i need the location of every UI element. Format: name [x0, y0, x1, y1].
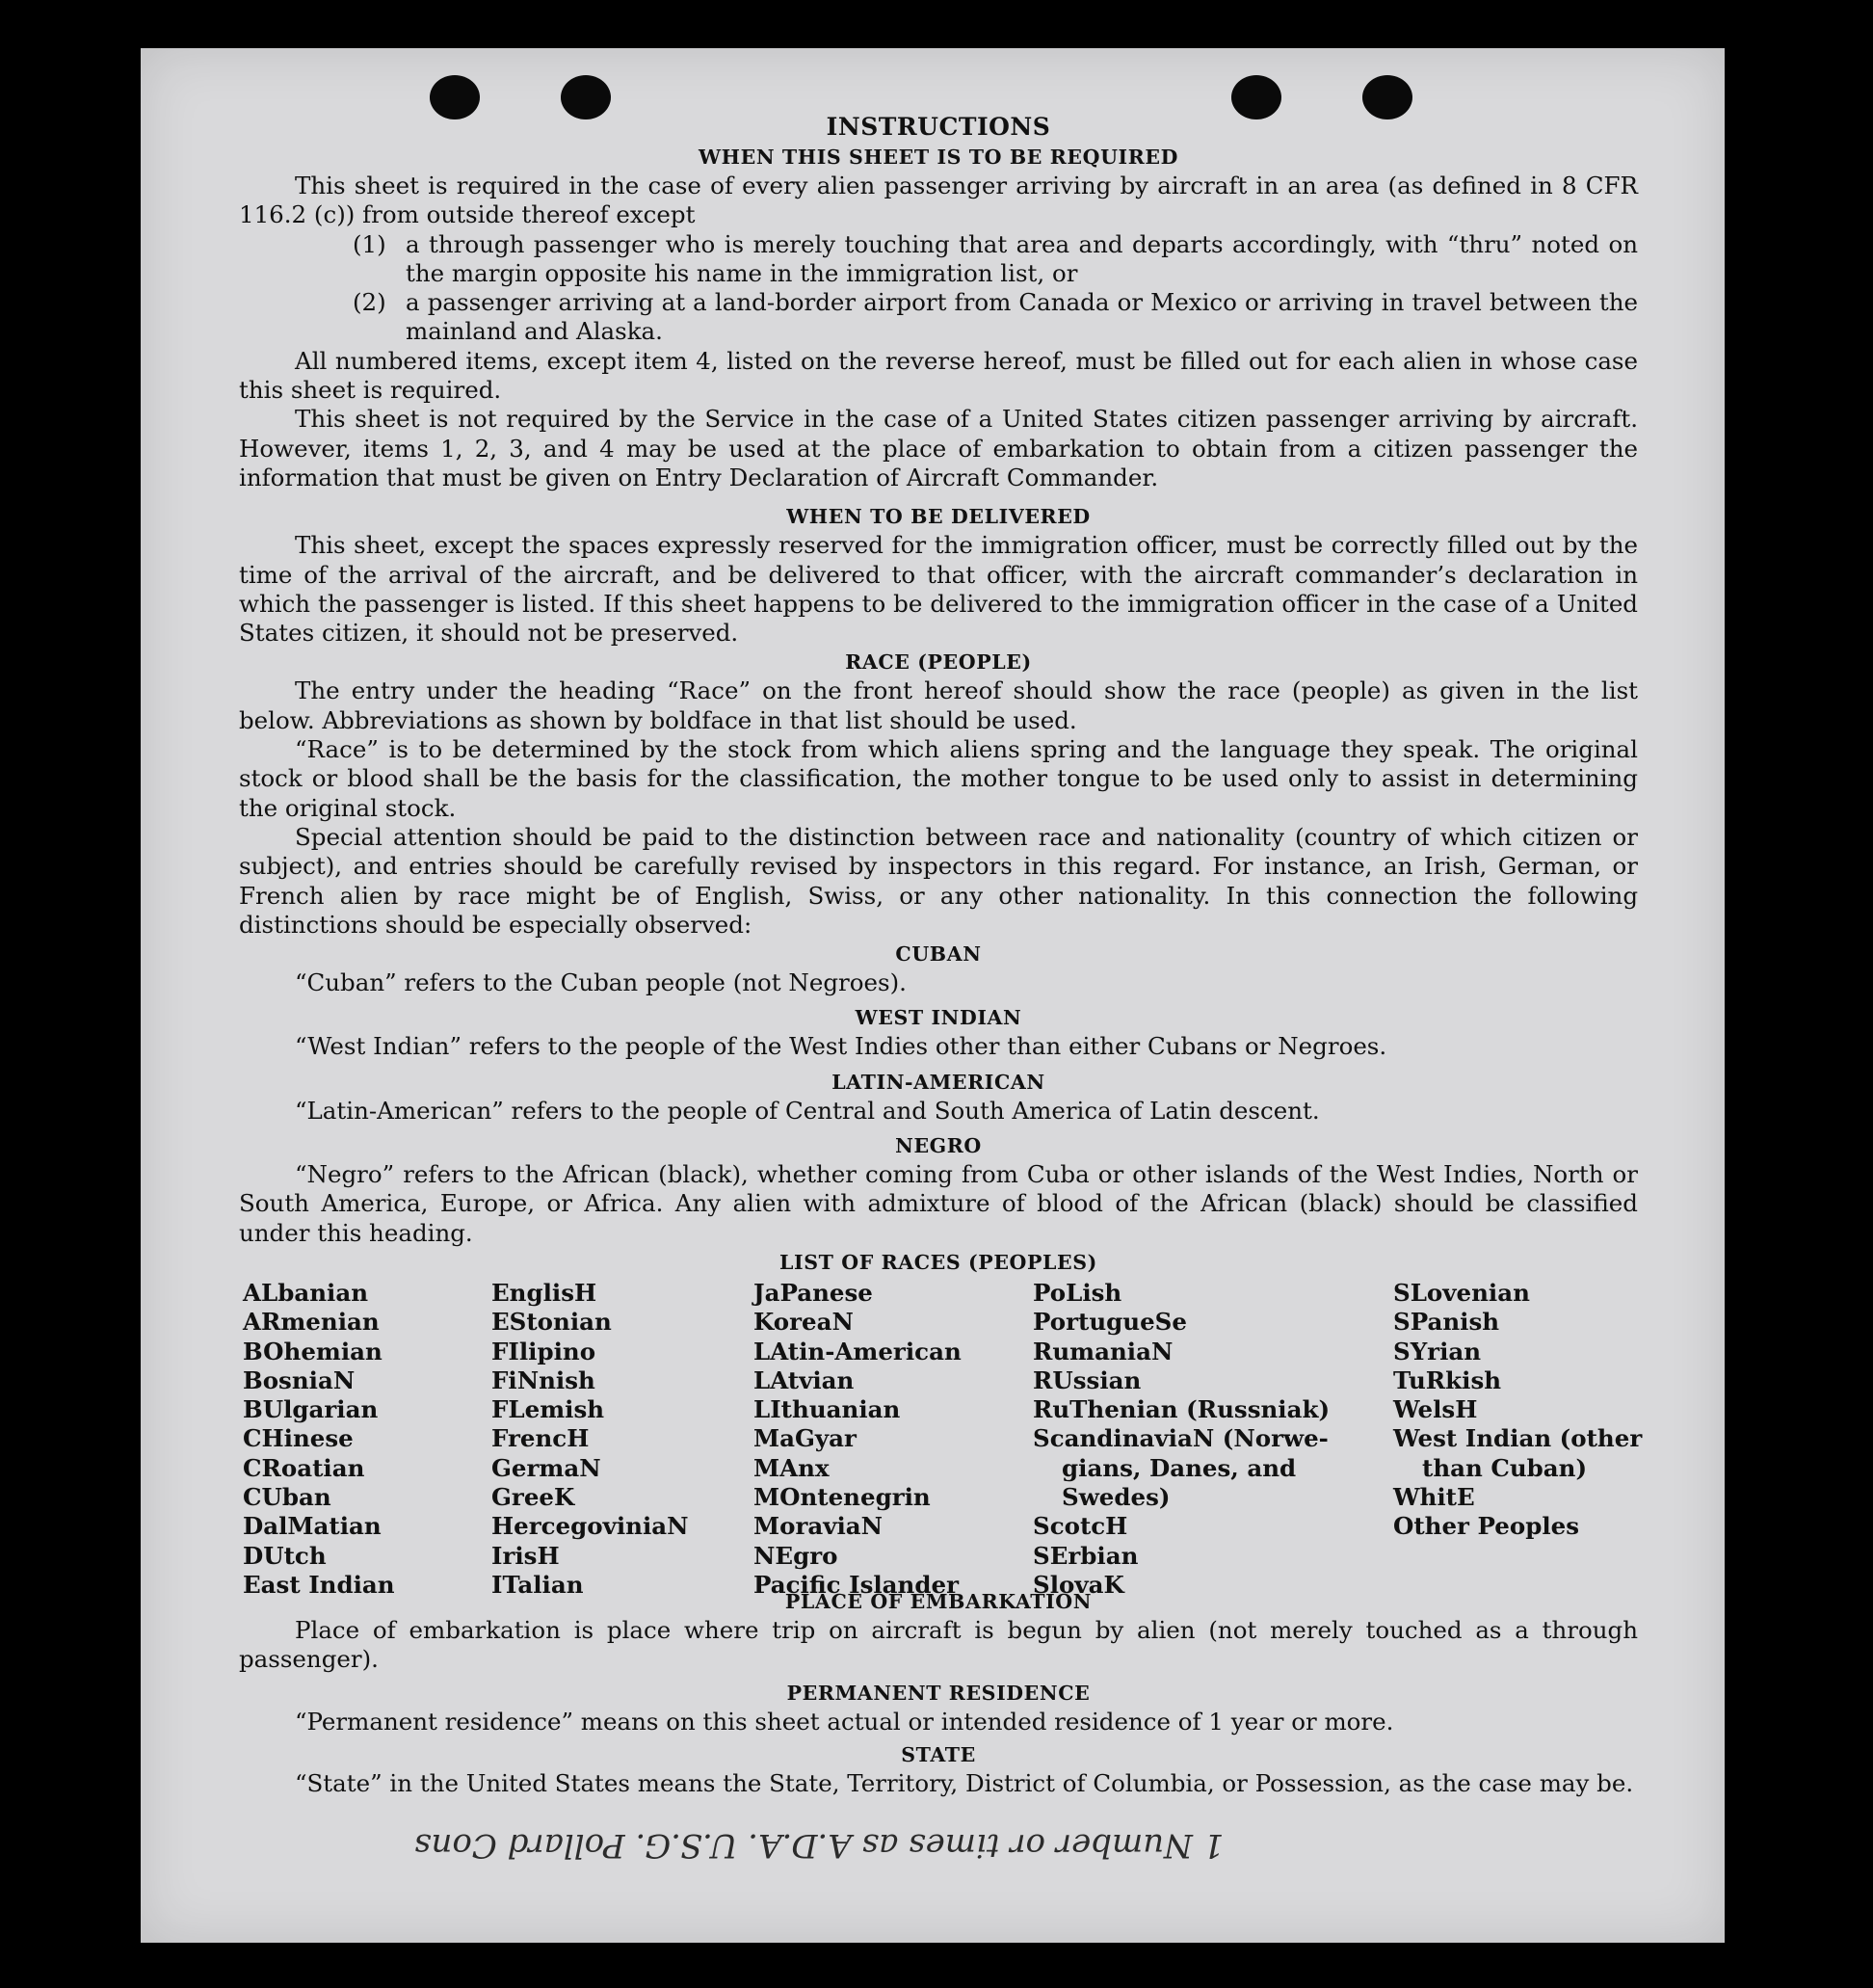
- item-number: (2): [353, 288, 386, 317]
- race-entry: PortugueSe: [1033, 1308, 1187, 1337]
- paragraph: All numbered items, except item 4, listed on the reverse hereof, must be filled out for each alien in whose case this sheet is required.: [239, 346, 1638, 405]
- section-heading-residence: PERMANENT RESIDENCE: [786, 1681, 1091, 1705]
- paragraph: This sheet is required in the case of every alien passenger arriving by aircraft in an area (as defined in 8 CFR 116.2 (c)) from outside thereof except: [239, 172, 1638, 229]
- race-entry: EStonian: [491, 1308, 612, 1337]
- race-entry: MOntenegrin: [753, 1482, 931, 1511]
- race-entry: gians, Danes, and: [1062, 1453, 1297, 1482]
- race-entry: MoraviaN: [753, 1512, 884, 1541]
- race-entry: Other Peoples: [1393, 1512, 1580, 1541]
- item-text: a passenger arriving at a land-border airport from Canada or Mexico or arriving in travel between the mainland and Alaska.: [406, 288, 1638, 346]
- race-entry: FIlipino: [491, 1337, 596, 1365]
- document-title: INSTRUCTIONS: [826, 113, 1051, 141]
- race-entry: SLovenian: [1393, 1278, 1530, 1307]
- race-entry: EnglisH: [491, 1278, 597, 1307]
- section-heading-race: RACE (PEOPLE): [845, 650, 1032, 675]
- race-entry: IrisH: [491, 1541, 560, 1570]
- list-item: [239, 230, 1638, 289]
- race-entry: BUlgarian: [243, 1395, 379, 1424]
- race-entry: ScandinaviaN (Norwe-: [1033, 1424, 1329, 1453]
- race-entry: RumaniaN: [1033, 1337, 1174, 1365]
- race-entry: West Indian (other: [1393, 1424, 1643, 1453]
- paragraph: “State” in the United States means the State, Territory, District of Columbia, or Possession, as the case may be.: [295, 1768, 1634, 1797]
- section-heading-list-of-races: LIST OF RACES (PEOPLES): [779, 1250, 1097, 1274]
- race-entry: ITalian: [491, 1570, 584, 1599]
- race-entry: FiNnish: [491, 1365, 595, 1394]
- race-entry: SlovaK: [1033, 1570, 1124, 1599]
- race-entry: BosniaN: [243, 1365, 356, 1394]
- paragraph: The entry under the heading “Race” on the front hereof should show the race (people) as given in the list below. Abbreviations as shown by boldface in that list should be used.: [239, 676, 1638, 734]
- race-entry: NEgro: [753, 1541, 838, 1570]
- handwritten-note: [414, 1826, 1330, 1903]
- list-item: [239, 288, 1638, 347]
- race-entry: PoLish: [1033, 1278, 1122, 1307]
- race-entry: ARmenian: [243, 1308, 380, 1337]
- document-sheet: [141, 48, 1725, 1943]
- race-entry: Pacific Islander: [753, 1570, 959, 1599]
- paragraph: Place of embarkation is place where trip on aircraft is begun by alien (not merely touched as a through passenger).: [239, 1615, 1638, 1674]
- paragraph: “Cuban” refers to the Cuban people (not Negroes).: [295, 968, 907, 997]
- paragraph: “Negro” refers to the African (black), whether coming from Cuba or other islands of the West Indies, North or South America, Europe, or Africa. Any alien with admixture of blood of the African (black) should be classified under this heading.: [239, 1160, 1638, 1247]
- race-entry: WhitE: [1393, 1482, 1475, 1511]
- section-heading-latin-american: LATIN-AMERICAN: [831, 1070, 1045, 1094]
- item-number: (1): [353, 229, 386, 258]
- race-entry: East Indian: [243, 1570, 395, 1599]
- section-heading-embarkation: PLACE OF EMBARKATION: [784, 1589, 1093, 1613]
- race-entry: LAtvian: [753, 1365, 855, 1394]
- race-entry: SErbian: [1033, 1541, 1139, 1570]
- paragraph: “West Indian” refers to the people of the West Indies other than either Cubans or Negroes.: [295, 1032, 1387, 1061]
- race-entry: SYrian: [1393, 1337, 1482, 1365]
- race-entry: DalMatian: [243, 1512, 382, 1541]
- races-column: [753, 1279, 962, 1600]
- section-heading-when-delivered: WHEN TO BE DELIVERED: [786, 505, 1091, 529]
- item-text: a through passenger who is merely touching that area and departs accordingly, with “thru” noted on the margin opposite his name in the immigration list, or: [406, 229, 1638, 287]
- race-entry: CHinese: [243, 1424, 354, 1453]
- paragraph: “Race” is to be determined by the stock from which aliens spring and the language they speak. The original stock or blood shall be the basis for the classification, the mother tongue to be used only to assist in determining the original stock.: [239, 735, 1638, 822]
- race-entry: HercegoviniaN: [491, 1512, 689, 1541]
- section-heading-cuban: CUBAN: [895, 942, 982, 967]
- section-heading-state: STATE: [901, 1742, 976, 1766]
- races-column: [491, 1279, 689, 1600]
- section-heading-when-required: WHEN THIS SHEET IS TO BE REQUIRED: [699, 146, 1178, 169]
- race-entry: WelsH: [1393, 1395, 1478, 1424]
- race-entry: Swedes): [1062, 1482, 1171, 1511]
- race-entry: GreeK: [491, 1482, 575, 1511]
- races-column: [243, 1279, 395, 1600]
- paragraph: “Permanent residence” means on this sheet actual or intended residence of 1 year or more.: [295, 1707, 1394, 1736]
- race-entry: SPanish: [1393, 1308, 1500, 1337]
- race-entry: ALbanian: [243, 1278, 369, 1307]
- races-column: [1393, 1279, 1642, 1542]
- race-entry: MAnx: [753, 1453, 830, 1482]
- race-entry: RuThenian (Russniak): [1033, 1395, 1331, 1424]
- race-entry: RUssian: [1033, 1365, 1142, 1394]
- race-entry: than Cuban): [1422, 1453, 1588, 1482]
- race-entry: CUban: [243, 1482, 331, 1511]
- section-heading-west-indian: WEST INDIAN: [855, 1006, 1022, 1030]
- race-entry: MaGyar: [753, 1424, 857, 1453]
- race-entry: KoreaN: [753, 1308, 854, 1337]
- paragraph: “Latin-American” refers to the people of Central and South America of Latin descent.: [295, 1096, 1320, 1125]
- race-entry: BOhemian: [243, 1337, 383, 1365]
- handwritten-note-text: 1 Number or times as A.D.A. U.S.G. Pollard Cons: [414, 1826, 1225, 1865]
- race-entry: TuRkish: [1393, 1365, 1502, 1394]
- paragraph: Special attention should be paid to the distinction between race and nationality (country of which citizen or subject), and entries should be carefully revised by inspectors in this regard. For instance, an Irish, German, or French alien by race might be of English, Swiss, or any other nationality. In this connection the following distinctions should be especially observed:: [239, 822, 1638, 939]
- race-entry: FLemish: [491, 1395, 605, 1424]
- paragraph: This sheet is not required by the Service in the case of a United States citizen passenger arriving by aircraft. However, items 1, 2, 3, and 4 may be used at the place of embarkation to obtain from a citizen passenger the information that must be given on Entry Declaration of Aircraft Commander.: [239, 405, 1638, 491]
- section-heading-negro: NEGRO: [895, 1134, 982, 1158]
- race-entry: FrencH: [491, 1424, 590, 1453]
- race-entry: DUtch: [243, 1541, 327, 1570]
- paragraph: This sheet, except the spaces expressly reserved for the immigration officer, must be correctly filled out by the time of the arrival of the aircraft, and be delivered to that officer, with the aircraft commander’s declaration in which the passenger is listed. If this sheet happens to be delivered to the immigration officer in the case of a United States citizen, it should not be preserved.: [239, 531, 1638, 648]
- race-entry: GermaN: [491, 1453, 601, 1482]
- races-list: [239, 1278, 1643, 1626]
- race-entry: LAtin-American: [753, 1337, 962, 1365]
- race-entry: LIthuanian: [753, 1395, 901, 1424]
- race-entry: ScotcH: [1033, 1512, 1128, 1541]
- document-body: [239, 112, 1643, 1798]
- races-column: [1033, 1279, 1330, 1600]
- race-entry: JaPanese: [753, 1278, 873, 1307]
- race-entry: CRoatian: [243, 1453, 365, 1482]
